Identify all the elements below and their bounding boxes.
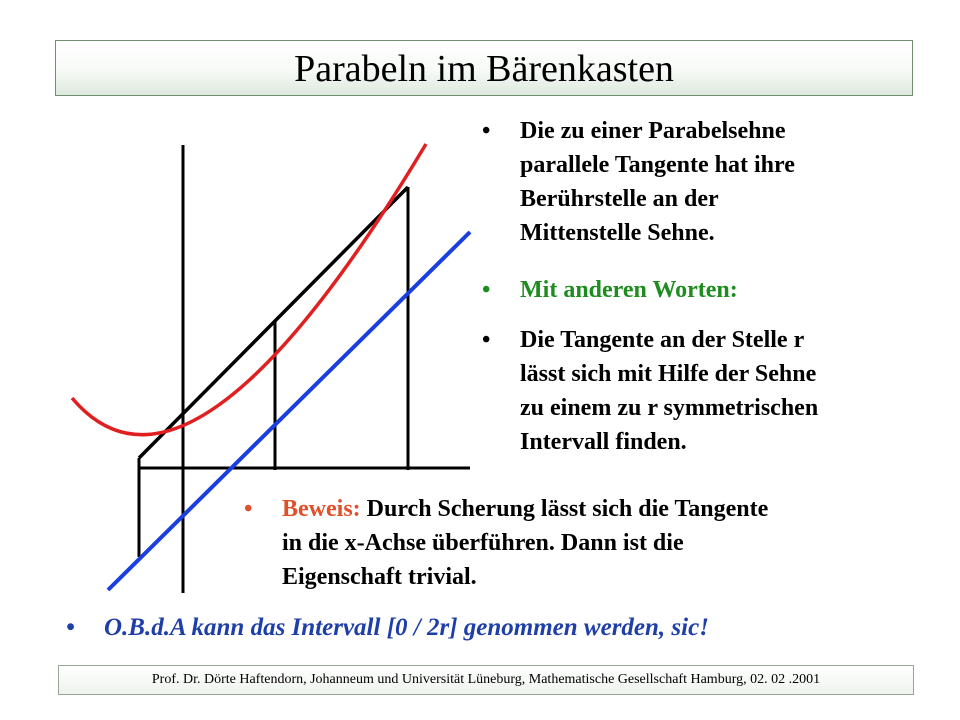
proof-line-3: Eigenschaft trivial. [282, 564, 477, 590]
bullet-dot: • [482, 118, 491, 144]
bullet-3-line-1: Die Tangente an der Stelle r [520, 327, 805, 353]
page-title: Parabeln im Bärenkasten [294, 48, 674, 90]
bullet-1-line-3: Berührstelle an der [520, 186, 719, 212]
bullet-dot: • [244, 496, 253, 522]
proof-line-2: in die x-Achse überführen. Dann ist die [282, 530, 684, 556]
parabola-curve [72, 144, 426, 435]
bullet-proof [244, 492, 944, 594]
bullet-1-line-1: Die zu einer Parabelsehne [520, 118, 786, 144]
obda-note [66, 611, 709, 645]
bullet-2-text: Mit anderen Worten: [520, 277, 738, 303]
bullet-other-words [482, 273, 922, 307]
bullet-tangent-statement [482, 114, 922, 250]
obda-text: O.B.d.A kann das Intervall [0 / 2r] genommen werden, sic! [104, 614, 709, 641]
bullet-dot: • [66, 614, 75, 641]
bullet-dot: • [482, 327, 491, 353]
bullet-3-line-4: Intervall finden. [520, 429, 687, 455]
bullet-1-line-2: parallele Tangente hat ihre [520, 152, 795, 178]
bullet-tangent-interval [482, 323, 922, 459]
proof-label: Beweis: [282, 496, 361, 522]
bullet-3-line-2: lässt sich mit Hilfe der Sehne [520, 361, 817, 387]
footer [58, 665, 914, 695]
bullet-1-line-4: Mittenstelle Sehne. [520, 220, 715, 246]
footer-text: Prof. Dr. Dörte Haftendorn, Johanneum und Universität Lüneburg, Mathematische Gesellschaft Hamburg, 02. 02 .2001 [151, 672, 821, 687]
proof-line-1: Durch Scherung lässt sich die Tangente [360, 496, 769, 522]
bullet-dot: • [482, 277, 491, 303]
bullet-3-line-3: zu einem zu r symmetrischen [520, 395, 819, 421]
